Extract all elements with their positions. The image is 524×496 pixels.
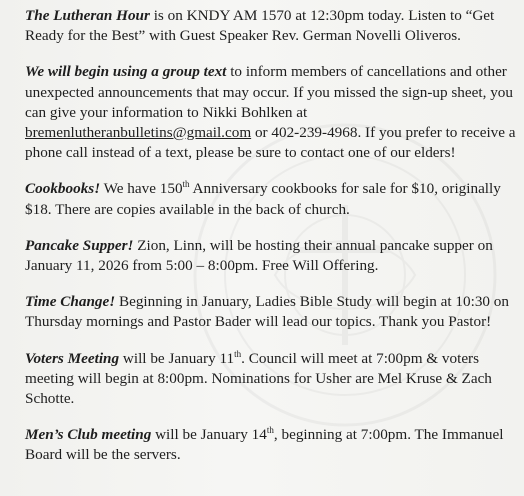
announcements-text [25, 6, 517, 466]
lutheran-hour-heading: The Lutheran Hour [25, 7, 150, 24]
cookbooks-superscript: th [182, 179, 190, 190]
announcement-lutheran-hour [25, 6, 517, 46]
announcement-pancake-supper [25, 236, 517, 276]
mens-club-body-part-1: will be January 14 [151, 426, 267, 444]
voters-meeting-body-part-1: will be January 11 [119, 349, 235, 367]
mens-club-body-part-2: , beginning at 7:00pm. The Immanuel Board will be the servers. [25, 426, 504, 464]
announcement-time-change [25, 292, 517, 332]
group-text-body-part-2: or 402-239-4968. If you prefer to receive a phone call instead of a text, please be sure to contact one of our elders! [25, 124, 516, 162]
announcement-voters-meeting [25, 349, 517, 410]
time-change-body: Beginning in January, Ladies Bible Study will begin at 10:30 on Thursday mornings and Pastor Bader will lead our topics. Thank you Pastor! [25, 293, 509, 331]
cookbooks-heading: Cookbooks! [25, 180, 101, 198]
pancake-supper-heading: Pancake Supper! [25, 236, 134, 254]
email-link[interactable]: bremenlutheranbulletins@gmail.com [25, 124, 252, 142]
announcement-mens-club [25, 425, 517, 465]
announcement-cookbooks [25, 179, 517, 219]
mens-club-heading: Men’s Club meeting [25, 426, 152, 444]
group-text-body-part-1: to inform members of cancellations and other unexpected announcements that may occur. If you missed the sign-up sheet, you can give your information to Nikki Bohlken at [25, 63, 513, 121]
voters-meeting-superscript: th [234, 348, 242, 359]
pancake-supper-body: Zion, Linn, will be hosting their annual pancake supper on January 11, 2026 from 5:00 – 8:00pm. Free Will Offering. [25, 236, 493, 275]
voters-meeting-body-part-2: . Council will meet at 7:00pm & voters meeting will begin at 8:00pm. Nominations for Usher are Mel Kruse & Zach Schotte. [25, 349, 492, 408]
mens-club-superscript: th [266, 425, 274, 436]
voters-meeting-heading: Voters Meeting [25, 349, 120, 367]
cookbooks-body-part-1: We have 150 [100, 180, 183, 198]
cookbooks-body-part-2: Anniversary cookbooks for sale for $10, originally $18. There are copies available in the back of church. [25, 180, 501, 218]
group-text-heading: We will begin using a group text [25, 63, 227, 81]
announcement-group-text [25, 62, 517, 163]
lutheran-hour-body: is on KNDY AM 1570 at 12:30pm today. Listen to “Get Ready for the Best” with Guest Speaker Rev. German Novelli Oliveros. [25, 7, 495, 45]
time-change-heading: Time Change! [25, 293, 116, 311]
